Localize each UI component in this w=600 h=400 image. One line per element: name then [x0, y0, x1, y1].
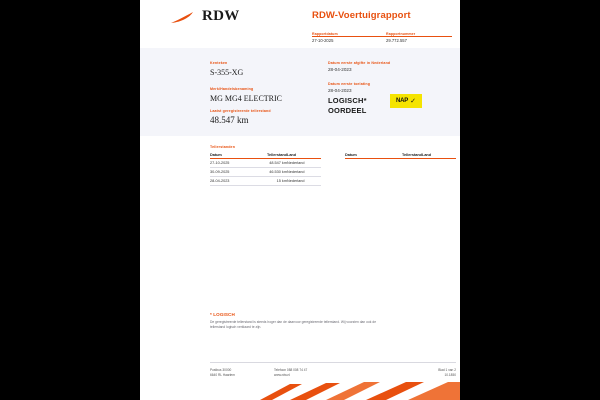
- footer-page-info: [404, 368, 456, 378]
- footer-address-line1: Postbus 30000: [210, 368, 232, 372]
- odometer-label: Laatst geregistreerde tellerstand: [210, 109, 271, 113]
- footer-form-code: 10.1850: [444, 373, 456, 377]
- footnote-body: De geregistreerde tellerstand is steeds hoger dan de daarvoor geregistreerde tellerstand. Wij voorzien dan ook de tellerstand logisch verklaard te zijn.: [210, 320, 377, 330]
- table-row: [210, 159, 321, 168]
- rdw-swoosh-icon: [170, 12, 194, 24]
- make-model-label: Merk/Handelsbenaming: [210, 87, 254, 91]
- first-registration-value: 28-04-2023: [328, 88, 352, 93]
- table-row: [210, 177, 321, 186]
- make-model-value: MG MG4 ELECTRIC: [210, 94, 282, 103]
- cell-land: Nederland: [287, 168, 321, 177]
- footer-address: [210, 368, 274, 378]
- header-right: [312, 10, 452, 44]
- document-header: [140, 0, 460, 44]
- plate-label: Kenteken: [210, 61, 228, 65]
- column-header-land: Land: [287, 151, 321, 159]
- header-divider: [312, 36, 452, 37]
- report-number-label: Rapportnummer: [386, 32, 416, 36]
- column-header-datum: Datum: [345, 151, 384, 159]
- column-header-tellerstand: Tellerstand: [249, 151, 287, 159]
- mileage-section-label: Tellerstanden: [210, 145, 236, 149]
- footer-contact: [274, 368, 352, 378]
- document-footer: [210, 368, 456, 378]
- plate-value: S-355-XG: [210, 68, 244, 77]
- cell-tellerstand: 15 km: [249, 177, 287, 186]
- cell-datum: 27-10-2025: [210, 159, 249, 168]
- brand-wordmark: RDW: [202, 8, 240, 24]
- first-admission-block: [328, 60, 453, 74]
- vehicle-identity-block: [210, 60, 320, 112]
- footer-divider: [210, 362, 456, 363]
- column-header-tellerstand: Tellerstand: [384, 151, 422, 159]
- first-admission-label: Datum eerste afgifte in Nederland: [328, 61, 391, 65]
- footer-website: www.rdw.nl: [274, 373, 290, 377]
- footer-page-number: Blad 1 van 2: [438, 368, 456, 372]
- footer-phone: Telefoon 088 008 74 47: [274, 368, 308, 372]
- cell-tellerstand: 46.530 km: [249, 168, 287, 177]
- vehicle-info-panel: [140, 48, 460, 136]
- footer-address-line2: 6640 RL Haarlem: [210, 373, 235, 377]
- first-admission-value: 28-04-2023: [328, 67, 352, 72]
- verdict-text: [328, 96, 367, 115]
- column-header-datum: Datum: [210, 151, 249, 159]
- first-registration-label: Datum eerste toelating: [328, 82, 371, 86]
- table-row: [210, 168, 321, 177]
- mileage-table-right: [345, 151, 456, 186]
- cell-datum: 28-04-2023: [210, 177, 249, 186]
- table-header-row: [345, 151, 456, 159]
- table-header-row: [210, 151, 321, 159]
- report-date-value: 27-10-2025: [312, 38, 334, 43]
- make-model-block: [210, 86, 320, 105]
- verdict-line-2: OORDEEL: [328, 105, 367, 115]
- document-page: [140, 0, 460, 400]
- odometer-block: [210, 108, 271, 127]
- header-meta: [312, 31, 452, 44]
- check-icon: ✓: [410, 97, 416, 105]
- odometer-value: 48.547 km: [210, 115, 249, 125]
- cell-datum: 30-09-2025: [210, 168, 249, 177]
- cell-tellerstand: 48.547 km: [249, 159, 287, 168]
- mileage-table-left: [210, 151, 321, 186]
- nap-badge: [390, 94, 422, 108]
- mileage-section: [210, 145, 456, 186]
- report-number-value: 29.772.557: [386, 38, 407, 43]
- report-date-block: [312, 31, 370, 44]
- cell-land: Nederland: [287, 159, 321, 168]
- plate-block: [210, 60, 320, 79]
- nap-badge-label: NAP: [396, 98, 409, 104]
- first-registration-block: [328, 81, 453, 95]
- report-date-label: Rapportdatum: [312, 32, 338, 36]
- verdict-line-1: LOGISCH*: [328, 96, 367, 105]
- cell-land: Nederland: [287, 177, 321, 186]
- document-title: RDW-Voertuigrapport: [312, 10, 411, 21]
- footer-decoration: [140, 382, 460, 400]
- footnote-title: * LOGISCH: [210, 312, 235, 317]
- footer-spacer: [352, 368, 404, 378]
- report-number-block: [386, 31, 444, 44]
- footnote-section: [210, 312, 390, 330]
- column-header-land: Land: [422, 151, 456, 159]
